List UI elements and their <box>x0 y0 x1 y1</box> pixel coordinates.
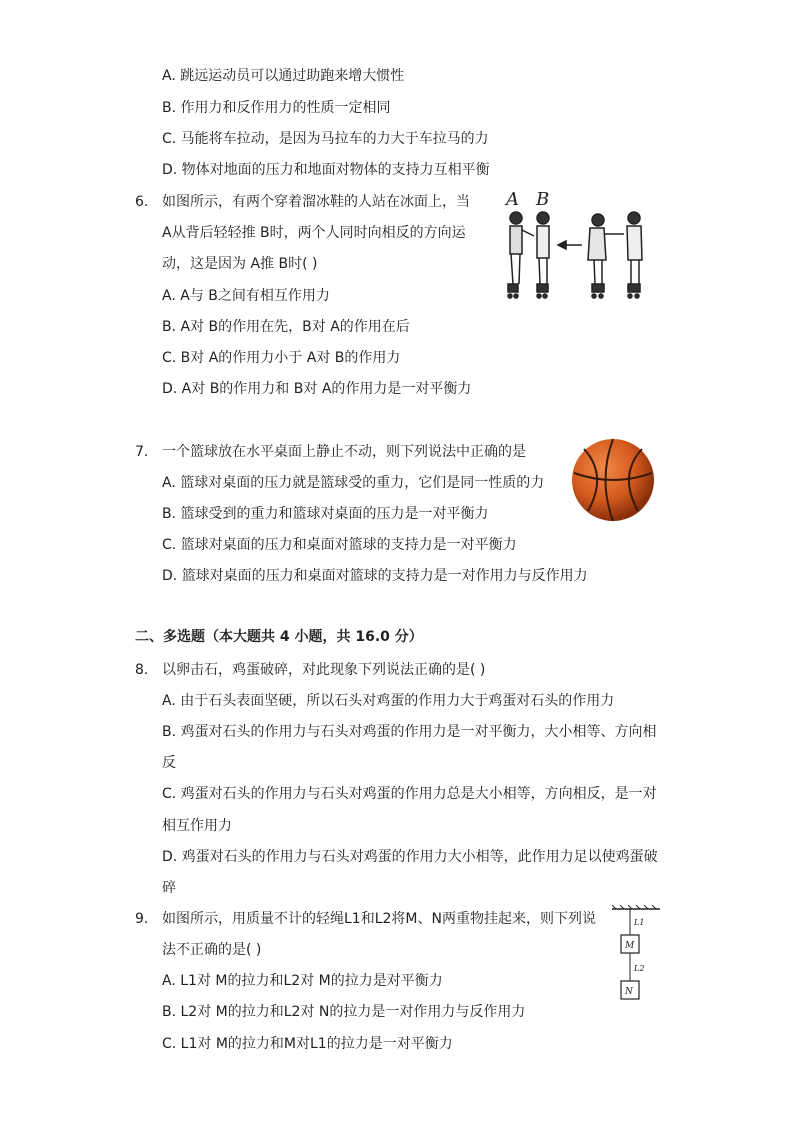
skaters-figure <box>500 188 660 310</box>
label-l2: L2 <box>634 964 645 973</box>
label-l1: L1 <box>634 918 645 927</box>
q8-text: 以卵击石，鸡蛋破碎，对此现象下列说法正确的是( ) <box>162 662 486 678</box>
q8-option-b-line-1: B. 鸡蛋对石头的作用力与石头对鸡蛋的作用力是一对平衡力，大小相等、方向相 <box>162 724 657 740</box>
skater-b-left <box>537 212 549 298</box>
q7-option-b: B. 篮球受到的重力和篮球对桌面的压力是一对平衡力 <box>162 506 489 522</box>
skater-right-2 <box>627 212 642 298</box>
q6-option-b: B. A对 B的作用在先，B对 A的作用在后 <box>162 319 410 335</box>
q7-option-c: C. 篮球对桌面的压力和桌面对篮球的支持力是一对平衡力 <box>162 537 517 553</box>
section-title: 二、多选题 <box>135 629 205 645</box>
basketball-image <box>568 435 658 525</box>
q6-text-line-3: 动，这是因为 A推 B时( ) <box>162 256 318 272</box>
skater-right-1 <box>588 214 624 298</box>
label-n: N <box>625 987 633 997</box>
q8-option-c-line-2: 相互作用力 <box>162 818 232 834</box>
q5-option-c: C. 马能将车拉动，是因为马拉车的力大于车拉马的力 <box>162 131 489 147</box>
q8-option-d-line-1: D. 鸡蛋对石头的作用力与石头对鸡蛋的作用力大小相等，此作用力足以使鸡蛋破 <box>162 849 658 865</box>
q5-option-a: A. 跳远运动员可以通过助跑来增大惯性 <box>162 68 405 84</box>
q8-option-d-line-2: 碎 <box>162 880 176 896</box>
section-heading <box>135 628 423 646</box>
q6-text-line-2: A从背后轻轻推 B时，两个人同时向相反的方向运 <box>162 225 466 241</box>
q7-option-d: D. 篮球对桌面的压力和桌面对篮球的支持力是一对作用力与反作用力 <box>162 568 588 584</box>
q9-text-line-1: 如图所示，用质量不计的轻绳L1和L2将M、N两重物挂起来，则下列说 <box>162 911 596 927</box>
q6-option-a: A. A与 B之间有相互作用力 <box>162 288 330 304</box>
figure-label-a: A <box>506 189 519 210</box>
section-note: （本大题共 4 小题，共 16.0 分） <box>205 629 423 645</box>
q6-text-line-1: 如图所示，有两个穿着溜冰鞋的人站在冰面上，当 <box>162 194 470 210</box>
q9-option-a: A. L1对 M的拉力和L2对 M的拉力是对平衡力 <box>162 973 443 989</box>
q6-option-c: C. B对 A的作用力小于 A对 B的作用力 <box>162 350 401 366</box>
skater-a-left <box>508 212 534 298</box>
label-m: M <box>625 941 635 951</box>
q9-option-c: C. L1对 M的拉力和M对L1的拉力是一对平衡力 <box>162 1036 453 1052</box>
push-arrow <box>558 241 582 249</box>
q8-option-c-line-1: C. 鸡蛋对石头的作用力与石头对鸡蛋的作用力总是大小相等，方向相反，是一对 <box>162 786 657 802</box>
q9-text-line-2: 法不正确的是( ) <box>162 942 262 958</box>
q5-option-d: D. 物体对地面的压力和地面对物体的支持力互相平衡 <box>162 162 490 178</box>
q7-option-a: A. 篮球对桌面的压力就是篮球受的重力，它们是同一性质的力 <box>162 475 545 491</box>
figure-label-b: B <box>536 189 550 210</box>
q7-number: 7. <box>135 444 149 460</box>
q6-option-d: D. A对 B的作用力和 B对 A的作用力是一对平衡力 <box>162 381 472 397</box>
q5-option-b: B. 作用力和反作用力的性质一定相同 <box>162 100 391 116</box>
q8-number: 8. <box>135 662 149 678</box>
q9-option-b: B. L2对 M的拉力和L2对 N的拉力是一对作用力与反作用力 <box>162 1004 526 1020</box>
hanging-masses-figure <box>608 905 664 1009</box>
q8-option-a: A. 由于石头表面坚硬，所以石头对鸡蛋的作用力大于鸡蛋对石头的作用力 <box>162 693 615 709</box>
q8-option-b-line-2: 反 <box>162 755 176 771</box>
q6-number: 6. <box>135 194 149 210</box>
q7-text: 一个篮球放在水平桌面上静止不动，则下列说法中正确的是 <box>162 444 526 460</box>
q9-number: 9. <box>135 911 149 927</box>
